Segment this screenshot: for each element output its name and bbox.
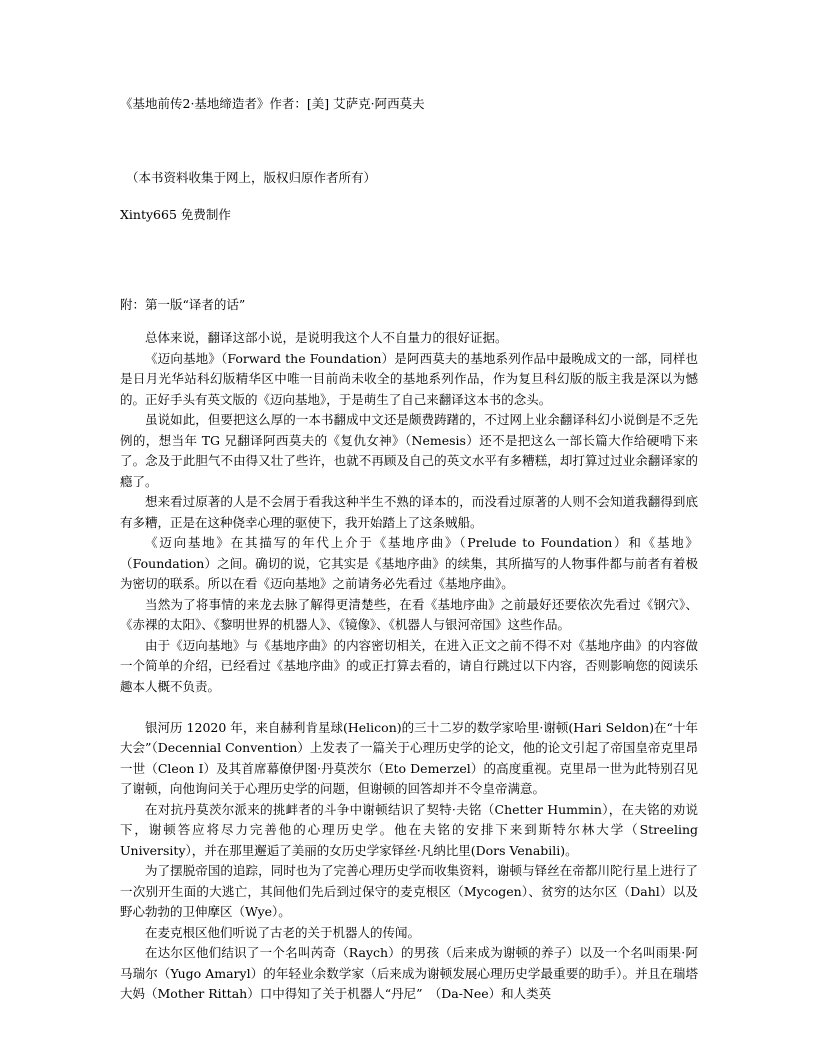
paragraph: 当然为了将事情的来龙去脉了解得更清楚些，在看《基地序曲》之前最好还要依次先看过《钢穴》、《赤裸的太阳》、《黎明世界的机器人》、《镜像》、《机器人与银河帝国》这些作品。	[120, 596, 698, 632]
copyright-note: （本书资料收集于网上，版权归原作者所有）	[126, 170, 377, 185]
paragraph: 为了摆脱帝国的追踪，同时也为了完善心理历史学而收集资料，谢顿与铎丝在帝都川陀行星上进行了一次别开生面的大逃亡，其间他们先后到过保守的麦克根区（Mycogen）、贫穷的达尔区（Dahl）以及野心勃勃的卫伸摩区（Wye）。	[120, 863, 698, 919]
paragraph: 《迈向基地》（Forward the Foundation）是阿西莫夫的基地系列作品中最晚成文的一部，同样也是日月光华站科幻版精华区中唯一目前尚未收全的基地系列作品，作为复旦科幻版的版主我是深以为憾的。正好手头有英文版的《迈向基地》，于是萌生了自己来翻译这本书的念头。	[120, 350, 698, 407]
section-heading: 附：第一版“译者的话”	[120, 297, 246, 312]
translator-note-body	[120, 328, 698, 1005]
paragraph-gap	[120, 697, 698, 718]
paragraph: 虽说如此，但要把这么厚的一本书翻成中文还是颇费踌躇的，不过网上业余翻译科幻小说倒是不乏先例的，想当年 TG 兄翻译阿西莫夫的《复仇女神》（Nemesis）还不是把这么一部长篇大作给硬啃下来了。念及于此胆气不由得又壮了些许，也就不再顾及自己的英文水平有多糟糕，却打算过过业余翻译家的瘾了。	[120, 412, 698, 489]
paragraph: 总体来说，翻译这部小说，是说明我这个人不自量力的很好证据。	[145, 330, 508, 345]
book-title-line: 《基地前传2·基地缔造者》作者：[美] 艾萨克·阿西莫夫	[120, 96, 425, 111]
paragraph: 在达尔区他们结识了一个名叫芮奇（Raych）的男孩（后来成为谢顿的养子）以及一个名叫雨果·阿马瑞尔（Yugo Amaryl）的年轻业余数学家（后来成为谢顿发展心理历史学最重要的助手）。并且在瑞塔大妈（Mother Rittah）口中得知了关于机器人“丹尼” （Da-Nee）和人类英	[120, 945, 698, 1001]
paragraph: 想来看过原著的人是不会屑于看我这种半生不熟的译本的，而没看过原著的人则不会知道我翻得到底有多糟，正是在这种侥幸心理的驱使下，我开始踏上了这条贼船。	[120, 494, 698, 530]
paragraph: 由于《迈向基地》与《基地序曲》的内容密切相关，在进入正文之前不得不对《基地序曲》的内容做一个简单的介绍，已经看过《基地序曲》的或正打算去看的，请自行跳过以下内容，否则影响您的阅读乐趣本人概不负责。	[120, 637, 698, 694]
paragraph: 《迈向基地》在其描写的年代上介于《基地序曲》（Prelude to Foundation）和《基地》（Foundation）之间。确切的说，它其实是《基地序曲》的续集，其所描写的人物事件都与前者有着极为密切的联系。所以在看《迈向基地》之前请务必先看过《基地序曲》。	[120, 535, 698, 591]
paragraph: 在麦克根区他们听说了古老的关于机器人的传闻。	[145, 924, 421, 940]
paragraph: 在对抗丹莫茨尔派来的挑衅者的斗争中谢顿结识了契特·夫铭（Chetter Hummin），在夫铭的劝说下，谢顿答应将尽力完善他的心理历史学。他在夫铭的安排下来到斯特尔林大学（Streeling University），并在那里邂逅了美丽的女历史学家铎丝·凡纳比里(Dors Venabili)。	[120, 801, 698, 858]
producer-credit: Xinty665 免费制作	[120, 207, 231, 222]
paragraph: 银河历 12020 年，来自赫利肯星球(Helicon)的三十二岁的数学家哈里·谢顿(Hari Seldon)在“十年大会”（Decennial Convention）上发表了一篇关于心理历史学的论文，他的论文引起了帝国皇帝克里昂一世（Cleon I）及其首席幕僚伊图·丹莫茨尔（Eto Demerzel）的高度重视。克里昂一世为此特别召见了谢顿，向他询问关于心理历史学的问题，但谢顿的回答却并不令皇帝满意。	[120, 719, 698, 796]
